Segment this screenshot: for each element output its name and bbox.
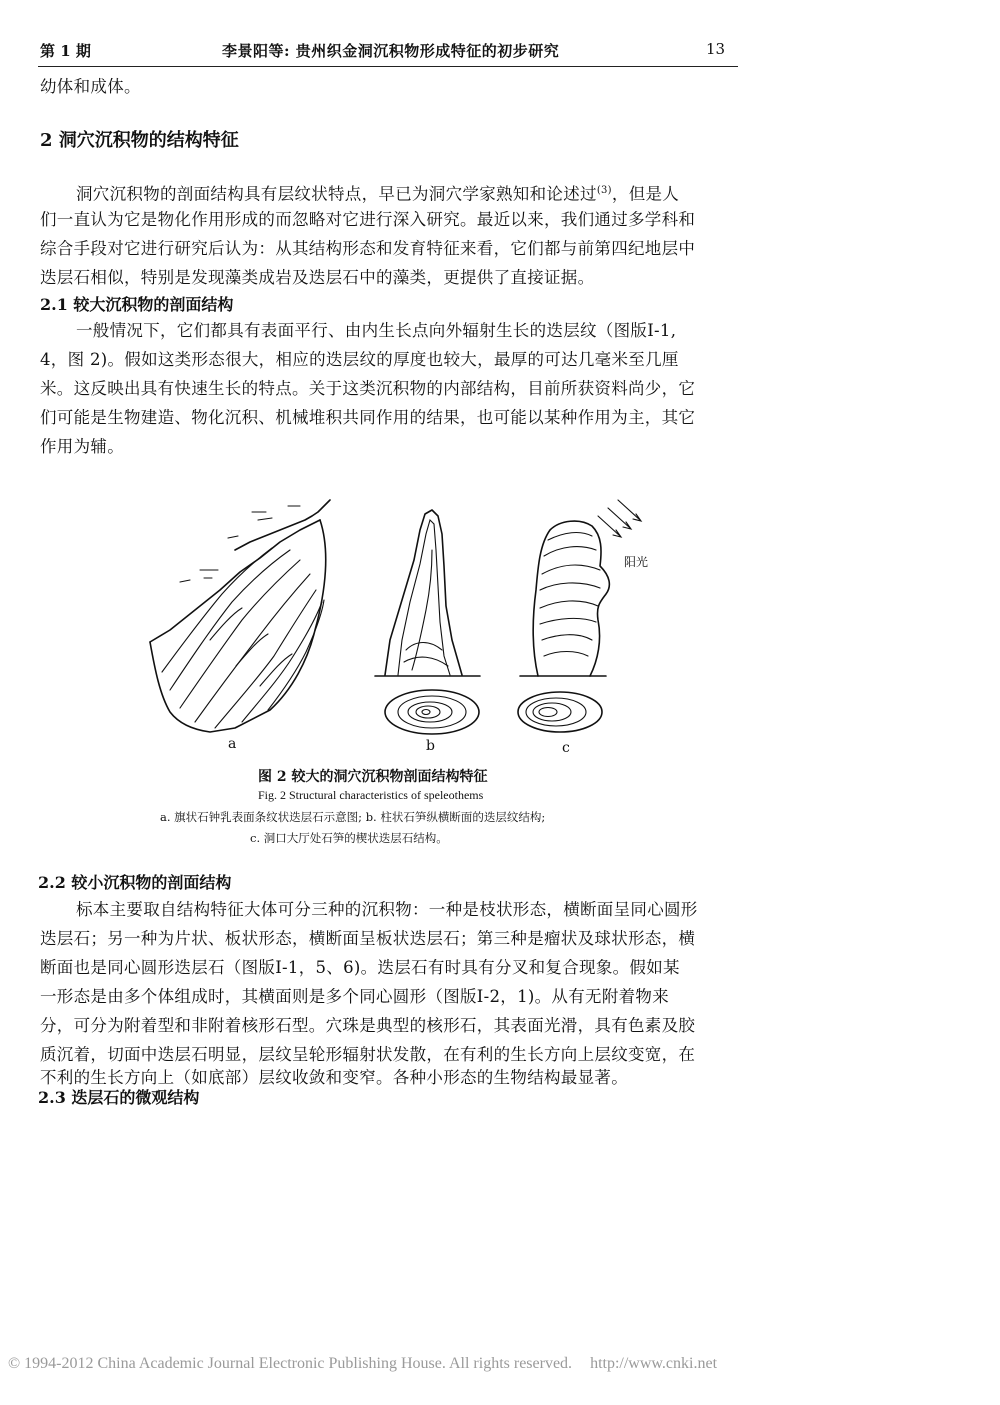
para1-line1: 洞穴沉积物的剖面结构具有层纹状特点，早已为洞穴学家熟知和论述过$^{(3)}$，但是人: [76, 184, 680, 204]
figure-b-columnar-stalagmite: [375, 510, 480, 734]
figure-c-wedge-stalagmite: [518, 500, 641, 732]
figure-caption-en: Fig. 2 Structural characteristics of speleothems: [258, 788, 484, 802]
para3-line3: 断面也是同心圆形迭层石（图版Ⅰ-1，5、6)。迭层石有时具有分叉和复合现象。假如某: [40, 958, 680, 977]
section-2-1-heading: 2.1 较大沉积物的剖面结构: [40, 295, 234, 314]
page-number: 13: [706, 40, 726, 58]
para3-line1: 标本主要取自结构特征大体可分三种的沉积物：一种是枝状形态，横断面呈同心圆形: [76, 900, 698, 919]
running-title: 李景阳等: 贵州织金洞沉积物形成特征的初步研究: [222, 42, 560, 60]
para3-line4: 一形态是由多个体组成时，其横面则是多个同心圆形（图版Ⅰ-2，1)。从有无附着物来: [40, 987, 670, 1006]
figure-2-drawing: [140, 490, 660, 760]
para2-line4: 们可能是生物建造、物化沉积、机械堆积共同作用的结果，也可能以某种作用为主，其它: [40, 408, 696, 427]
sunlight-label: 阳光: [624, 555, 649, 569]
figure-label-a: a: [228, 736, 237, 752]
para3-line5: 分，可分为附着型和非附着核形石型。穴珠是典型的核形石，其表面光滑，具有色素及胶: [40, 1016, 696, 1035]
figure-a-flag-stalactite: [150, 500, 330, 732]
figure-caption-note-1: a. 旗状石钟乳表面条纹状迭层石示意图; b. 柱状石笋纵横断面的迭层纹结构;: [160, 810, 546, 824]
figure-caption-cn: 图 2 较大的洞穴沉积物剖面结构特征: [258, 769, 488, 785]
header-rule: [38, 66, 738, 67]
citation-ref: (3): [596, 185, 612, 196]
figure-label-b: b: [426, 738, 435, 754]
para2-line2: 4，图 2)。假如这类形态很大，相应的迭层纹的厚度也较大，最厚的可达几毫米至几厘: [40, 350, 679, 369]
section-2-3-heading: 2.3 迭层石的微观结构: [38, 1088, 200, 1107]
cnki-link[interactable]: http://www.cnki.net: [590, 1355, 718, 1372]
para3-line7: 不利的生长方向上（如底部）层纹收敛和变窄。各种小形态的生物结构最显著。: [40, 1068, 628, 1087]
para2-line3: 米。这反映出具有快速生长的特点。关于这类沉积物的内部结构，目前所获资料尚少，它: [40, 379, 696, 398]
para3-line2: 迭层石；另一种为片状、板状形态，横断面呈板状迭层石；第三种是瘤状及球状形态，横: [40, 929, 696, 948]
para2-line5: 作用为辅。: [40, 437, 124, 456]
figure-label-c: c: [562, 740, 570, 756]
copyright-footer: © 1994-2012 China Academic Journal Electronic Publishing House. All rights reserved. http://www.cnki.net: [8, 1355, 718, 1372]
section-2-2-heading: 2.2 较小沉积物的剖面结构: [38, 873, 232, 892]
section-2-heading: 2 洞穴沉积物的结构特征: [40, 130, 239, 151]
intro-line: 幼体和成体。: [40, 77, 141, 96]
para1-line2: 们一直认为它是物化作用形成的而忽略对它进行深入研究。最近以来，我们通过多学科和: [40, 210, 696, 229]
para3-line6: 质沉着，切面中迭层石明显，层纹呈轮形辐射状发散，在有利的生长方向上层纹变宽，在: [40, 1045, 696, 1064]
para1-line4: 迭层石相似，特别是发现藻类成岩及迭层石中的藻类，更提供了直接证据。: [40, 268, 595, 287]
para1-line3: 综合手段对它进行研究后认为：从其结构形态和发育特征来看，它们都与前第四纪地层中: [40, 239, 696, 258]
para2-line1: 一般情况下，它们都具有表面平行、由内生长点向外辐射生长的迭层纹（图版Ⅰ-1,: [76, 321, 677, 340]
journal-issue: 第 1 期: [40, 42, 91, 60]
figure-caption-note-2: c. 洞口大厅处石笋的楔状迭层石结构。: [250, 831, 448, 845]
